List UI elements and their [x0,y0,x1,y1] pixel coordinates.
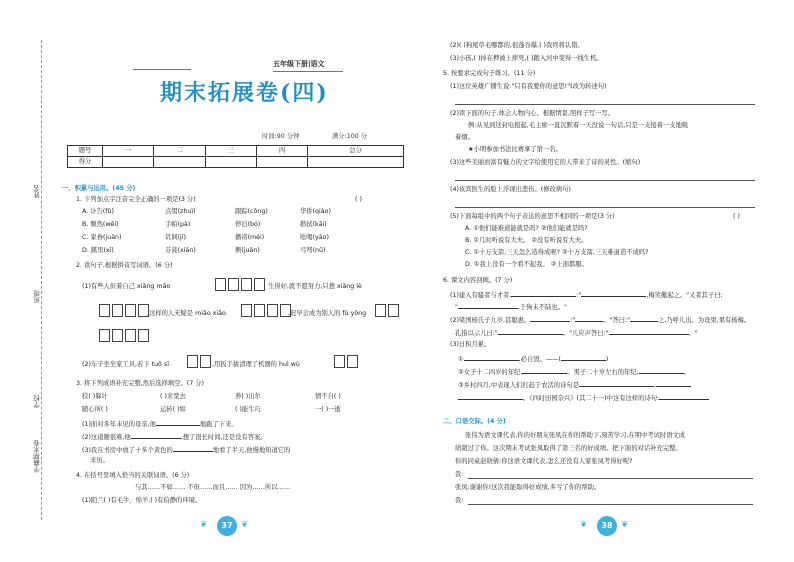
page-number-right: 38 [597,516,617,536]
option-c-1: C. 家眷(juàn) [82,234,122,241]
leaf-icon: ❦ [241,520,249,530]
q6-3-b: ,必自毁。——( [518,356,561,363]
q6-3-line-1 [458,354,608,364]
fill-blank[interactable] [656,380,691,387]
leaf-icon: ❦ [200,520,208,530]
q3-s3-b: 地看了半天,他慢地知道它的 [212,447,291,454]
fill-blank[interactable] [458,302,518,309]
score-table-header: 题号 [68,146,103,157]
leaf-icon: ❦ [580,520,588,530]
q6-1-b: :" [576,292,582,299]
option-a-4: 华侨(qiáo) [300,208,331,215]
score-table-row [68,157,404,168]
score-table-header: 四 [256,146,307,157]
oral-me-label: 我: [455,471,464,478]
q3-s2-b: ,想了很长时间,还是没有答案。 [180,434,267,441]
answer-line[interactable] [455,207,755,208]
q5-example-3: ★小明参加书法比赛拿了第一名。 [468,146,562,153]
option-b-1: B. 颓然(wěi) [82,221,119,228]
q2-line3-a: (2)车子坐坐家工具,若下 tuō sī [82,361,169,368]
q6-item-3: (3)日积月累。 [450,341,491,348]
conjunction-list: 与其……不如…… 不但……而且…… 因为……所以…… [135,484,291,491]
fill-blank[interactable] [522,367,567,374]
q6-3-c: ) [605,356,609,363]
tianzi-box-group[interactable] [186,355,212,368]
q6-2-f: 。"儿应声答曰:" [562,330,609,337]
score-cell[interactable] [308,157,404,168]
q6-item-1 [450,290,723,300]
idiom: ( )能生巧 [235,406,261,413]
answer-line[interactable] [468,478,753,479]
q6-1-d: " [455,304,458,311]
option-d-2: 芬菠(xiān) [165,247,196,254]
q5-item-2: (2)读下面的句子,体会人物内心。根据情景,照样子写一写。 [450,110,615,117]
q2-line1-b: 生得好,就不愿努力,只想 xiǎng lè [268,283,362,290]
q6-3-f: 。 [683,369,690,376]
q6-3-d: ②女子十二四岁的年纪, [458,369,523,376]
score-cell[interactable] [103,157,154,168]
fill-blank[interactable] [131,432,181,439]
score-table [67,145,404,168]
option-d-4: 弓弩(nǔ) [300,247,326,254]
q6-2-d: 之,乃呼儿出。为设果,果有杨梅。 [658,317,751,324]
tianzi-box-group[interactable] [98,329,150,342]
q4-sentence-2: (2)( )狗尾草毛哪都的,很蓬谷爆,( )我终将认错。 [450,42,584,49]
q3-s3-a: (3)我在书房中放了十多个黄色的 [82,447,173,454]
option-a-1: A. 讣告(fǔ) [82,208,114,215]
q5-5-option-c: C. ①十万支箭,三天怎么造得成呢? ②十万支箭,三天难道造不成吗? [465,249,649,256]
q5-5-option-d: D. ①我上没有一个看不起我。 ②上面都服。 [465,261,588,268]
question-5: 5. 按要求完成句子练习。(11 分) [443,70,536,77]
fill-blank[interactable] [659,393,709,400]
q6-item-1-cont [455,302,567,312]
idiom: 运转( )如 [160,406,186,413]
answer-line[interactable] [455,180,755,181]
q2-line2-b: ,迟早会成为别人的 fù yōng [288,310,367,317]
grade-label: 五年级下册|语文 [273,60,325,68]
q6-3-line-2 [458,367,690,377]
q6-3-line-3 [458,380,691,390]
answer-bracket[interactable]: ( ) [733,213,740,220]
q6-2-e: 孔指以示儿曰:" [455,330,498,337]
fill-blank[interactable] [639,367,684,374]
question-2: 2. 读句子,根据拼音写词语。(6 分) [76,262,173,269]
idiom: ( )来宽去 [160,393,186,400]
idiom: 养( )出尔 [235,393,261,400]
q6-3-h: , [654,382,657,389]
question-1: 1. 下列加点字注音完全正确的一项是(3 分) [76,196,196,203]
q5-example-1: 例:从见到这封电报起,毛主席一直沉默着一天没说一句话,只是一支接着一支地吸 [468,122,689,129]
q6-item-2-cont [455,328,698,338]
option-a-3: 跟踪(cōng) [235,208,268,215]
leaf-icon: ❦ [621,520,629,530]
fill-blank[interactable] [575,315,603,322]
fill-blank[interactable] [498,328,563,335]
score-table-header: 总分 [308,146,404,157]
q6-item-2 [450,315,750,325]
q6-1-a: (1)建入有骚者与才者, [450,292,512,299]
time-label: 时间:90 分钟 [262,133,300,140]
score-cell[interactable] [256,157,307,168]
full-score-label: 满分:100 分 [332,133,368,140]
binding-dashed-line [41,40,42,520]
q6-2-a: (2)梁国杨氏子九岁,甚聪惠。 [450,317,531,324]
q5-5-option-b: B. ①几时听说有大夫。 ②没有听说有大夫。 [465,237,588,244]
fill-blank[interactable] [530,315,570,322]
section-2-title: 二、口语交际。(4 分) [443,418,506,425]
q4-sentence-3: (3)小孩,( )掉在押被上摔死,( )跑入河中变得一线生机。 [450,55,603,62]
option-c-4: 吆喝(yāo) [300,234,329,241]
tianzi-box-group[interactable] [98,304,150,317]
q6-2-c: 。"答曰:" [603,317,631,324]
q6-3-e: 。男子二十岁左右的年纪, [567,369,639,376]
fill-blank[interactable] [630,315,658,322]
q3-s1-a: (1)面对多年未见的母亲,他 [82,421,156,428]
tianzi-box-group[interactable] [333,355,359,368]
q3-s1-b: 地跪了下来。 [199,421,238,428]
q2-line3-b: ,用扳手拔清理了机器的 huì wù [212,361,300,368]
fill-blank[interactable] [173,445,213,452]
question-3: 3. 将下列成语补充完整,然后选择填空。(7 分) [76,380,204,387]
page-number-left: 37 [217,516,237,536]
q6-1-e: ,于狗未不陆也。" [517,304,567,311]
q6-2-b: :" [570,317,576,324]
q6-3-a: ① [458,356,464,363]
q5-example-2: 着烟。 [455,134,474,141]
binding-margin [0,0,52,562]
q3-s2-a: (2)这道题很难,他 [82,434,131,441]
fill-blank[interactable] [579,380,657,389]
idiom: 狡( )躲计 [82,393,108,400]
q3-sentence-2 [82,432,267,442]
option-d-3: 侧(juǎn) [235,247,260,254]
q5-item-3: (3)这些美丽而富有魅力的文字给使用它的人带来了诗的灵性。(缩句) [450,159,641,166]
q6-3-i: 。《四时田园杂兴》(其二十一)中这有这样的诗句: [523,395,660,402]
option-c-3: 播谤(méi) [235,234,265,241]
sidebar-class-label: 班级 [33,290,41,303]
section-1-title: 一、积累与运用。(45 分) [62,185,136,192]
option-d-1: D. 蹊里(xī) [82,247,114,254]
oral-paragraph-1: 张伟为语文课代表,你的好朋友张凤在你的帮助下,刻苦学习,在期中考试时语文成 [465,432,686,439]
fill-blank[interactable] [464,354,519,361]
q2-line1-a: (1)有些人但着自己 xiǎng mǎo [82,283,171,290]
answer-bracket[interactable]: ( ) [355,196,362,203]
oral-me-label: 我: [455,497,464,504]
q5-item-1: (1)这位英雄广播生说:"只有我要你的意思!"(改为转述句) [450,83,607,90]
option-c-2: 讥讽(jī) [165,234,187,241]
q5-item-4: (4)该宾医生的脸上浮现出悲伤。(修改病句) [450,186,571,193]
question-4: 4. 在括号里填入恰当的关联词语。(6 分) [76,472,190,479]
q3-sentence-1 [82,419,238,429]
option-b-2: 手帕(pà) [165,221,191,228]
fill-blank[interactable] [561,354,609,363]
fill-blank[interactable] [511,290,576,297]
sidebar-brand-label: 学霸期末卷 [33,440,41,473]
tianzi-box-group[interactable] [374,304,400,317]
q3-s3-c: 来历。 [90,457,109,464]
sidebar-name-label: 姓名 [33,185,41,198]
score-table-header: 二 [154,146,205,157]
oral-paragraph-3: 你的同桌赵晓倩:你这语文课代表,怎么还没有人家张凤考得好呢? [455,458,633,465]
q6-2-g: 。" [688,330,698,337]
fill-blank[interactable] [458,393,523,400]
option-a-2: 点缀(zhuì) [165,208,196,215]
header-rule-left [133,69,191,70]
option-b-3: 停泊(bó) [235,221,261,228]
page-title: 期末拓展卷(四) [160,80,329,106]
option-b-4: 揩拭(kāi) [300,221,327,228]
score-table-header-row [68,146,404,157]
score-table-header: 三 [205,146,256,157]
fill-blank[interactable] [609,328,689,335]
q4-sentence-1: (1)陌兰( )有毛牛、绵羊,( )有伯静的环境。 [82,497,202,504]
score-cell[interactable] [154,157,205,168]
score-row-label: 得分 [68,157,103,168]
idiom: 随心所( ) [82,406,108,413]
sidebar-school-label: 学校 [33,395,41,408]
q6-3-g: ③乡村四月,中表现人们打赶于农活的诗句是 [458,382,579,389]
answer-line[interactable] [455,104,755,105]
fill-blank[interactable] [581,290,646,297]
oral-paragraph-5: 张凤:谢谢你!这次我能取得好成绩,多亏了你的帮助。 [455,484,601,491]
idiom: 情不自( ) [315,393,341,400]
header-rule-right [273,71,343,72]
fill-blank[interactable] [156,419,200,426]
q2-line2-a: ,这样的人无疑是 miǎo xiǎo [147,310,226,317]
tianzi-box-group[interactable] [240,304,292,317]
question-6: 6. 课文内容回顾。(7 分) [443,277,513,284]
q5-item-5: (5)下面每组中的两个句子表达的意思不相同的一项是(3 分) [450,213,615,220]
q6-3-line-4 [458,393,709,403]
answer-line[interactable] [468,504,753,505]
tianzi-box-group[interactable] [214,278,266,291]
score-table-header: 一 [103,146,154,157]
q6-1-c: ,梅笑撤起之。"又者其子曰: [646,292,723,299]
oral-paragraph-2: 绩超过了你。这次期末考试张凤取得了第三名的好成绩。把下面的对话补充完整。 [455,445,682,452]
score-cell[interactable] [205,157,256,168]
q3-sentence-3 [82,445,290,455]
q5-5-option-a: A. ①他们能难道能就是吗? ②他们能就是吗? [465,225,588,232]
idiom: 一( )一逝 [315,406,341,413]
